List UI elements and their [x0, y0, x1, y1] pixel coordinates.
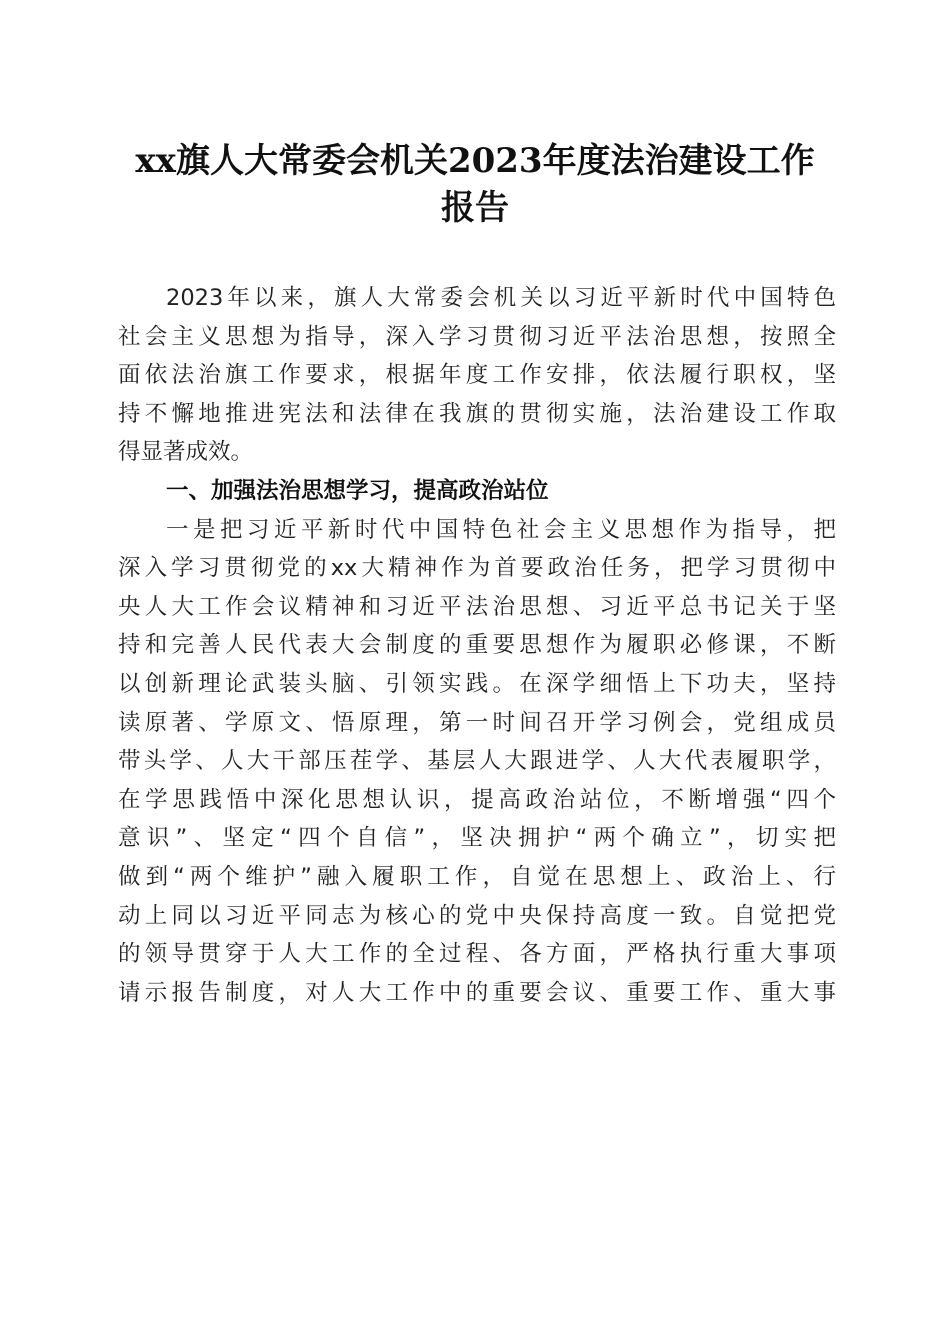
paragraph-line: 社会主义思想为指导，深入学习贯彻习近平法治思想，按照全 [118, 323, 836, 350]
paragraph-line: 得显著成效。 [118, 439, 254, 466]
paragraph-line: 以创新理论武装头脑、引领实践。在深学细悟上下功夫，坚持 [118, 670, 836, 697]
paragraph-line: 动上同以习近平同志为核心的党中央保持高度一致。自觉把党 [118, 902, 836, 929]
paragraph-line: 的领导贯穿于人大工作的全过程、各方面，严格执行重大事项 [118, 941, 836, 968]
title-line-2: 报告 [441, 188, 509, 228]
paragraph-line: 读原著、学原文、悟原理，第一时间召开学习例会，党组成员 [118, 709, 836, 736]
paragraph-line: 持不懈地推进宪法和法律在我旗的贯彻实施，法治建设工作取 [118, 400, 836, 427]
paragraph-line: 一是把习近平新时代中国特色社会主义思想作为指导，把 [166, 516, 836, 543]
title-line-1: xx旗人大常委会机关2023年度法治建设工作 [135, 141, 815, 181]
document-body [118, 279, 836, 1012]
paragraph-line: 深入学习贯彻党的xx大精神作为首要政治任务，把学习贯彻中 [118, 555, 836, 582]
section-paragraph [118, 511, 836, 1013]
document-title [110, 138, 840, 232]
paragraph-line: 请示报告制度，对人大工作中的重要会议、重要工作、重大事 [118, 979, 836, 1006]
paragraph-line: 持和完善人民代表大会制度的重要思想作为履职必修课，不断 [118, 632, 836, 659]
paragraph-line: 带头学、人大干部压茬学、基层人大跟进学、人大代表履职学， [118, 748, 836, 775]
section-heading: 一、加强法治思想学习，提高政治站位 [166, 477, 549, 504]
paragraph-line: 在学思践悟中深化思想认识，提高政治站位，不断增强“四个 [118, 786, 836, 813]
intro-paragraph [118, 279, 836, 472]
paragraph-line: 面依法治旗工作要求，根据年度工作安排，依法履行职权，坚 [118, 362, 836, 389]
paragraph-line: 意识”、坚定“四个自信”，坚决拥护“两个确立”，切实把 [118, 825, 836, 852]
paragraph-line: 2023年以来，旗人大常委会机关以习近平新时代中国特色 [166, 285, 836, 311]
paragraph-line: 央人大工作会议精神和习近平法治思想、习近平总书记关于坚 [118, 593, 836, 620]
paragraph-line: 做到“两个维护”融入履职工作，自觉在思想上、政治上、行 [118, 863, 836, 890]
